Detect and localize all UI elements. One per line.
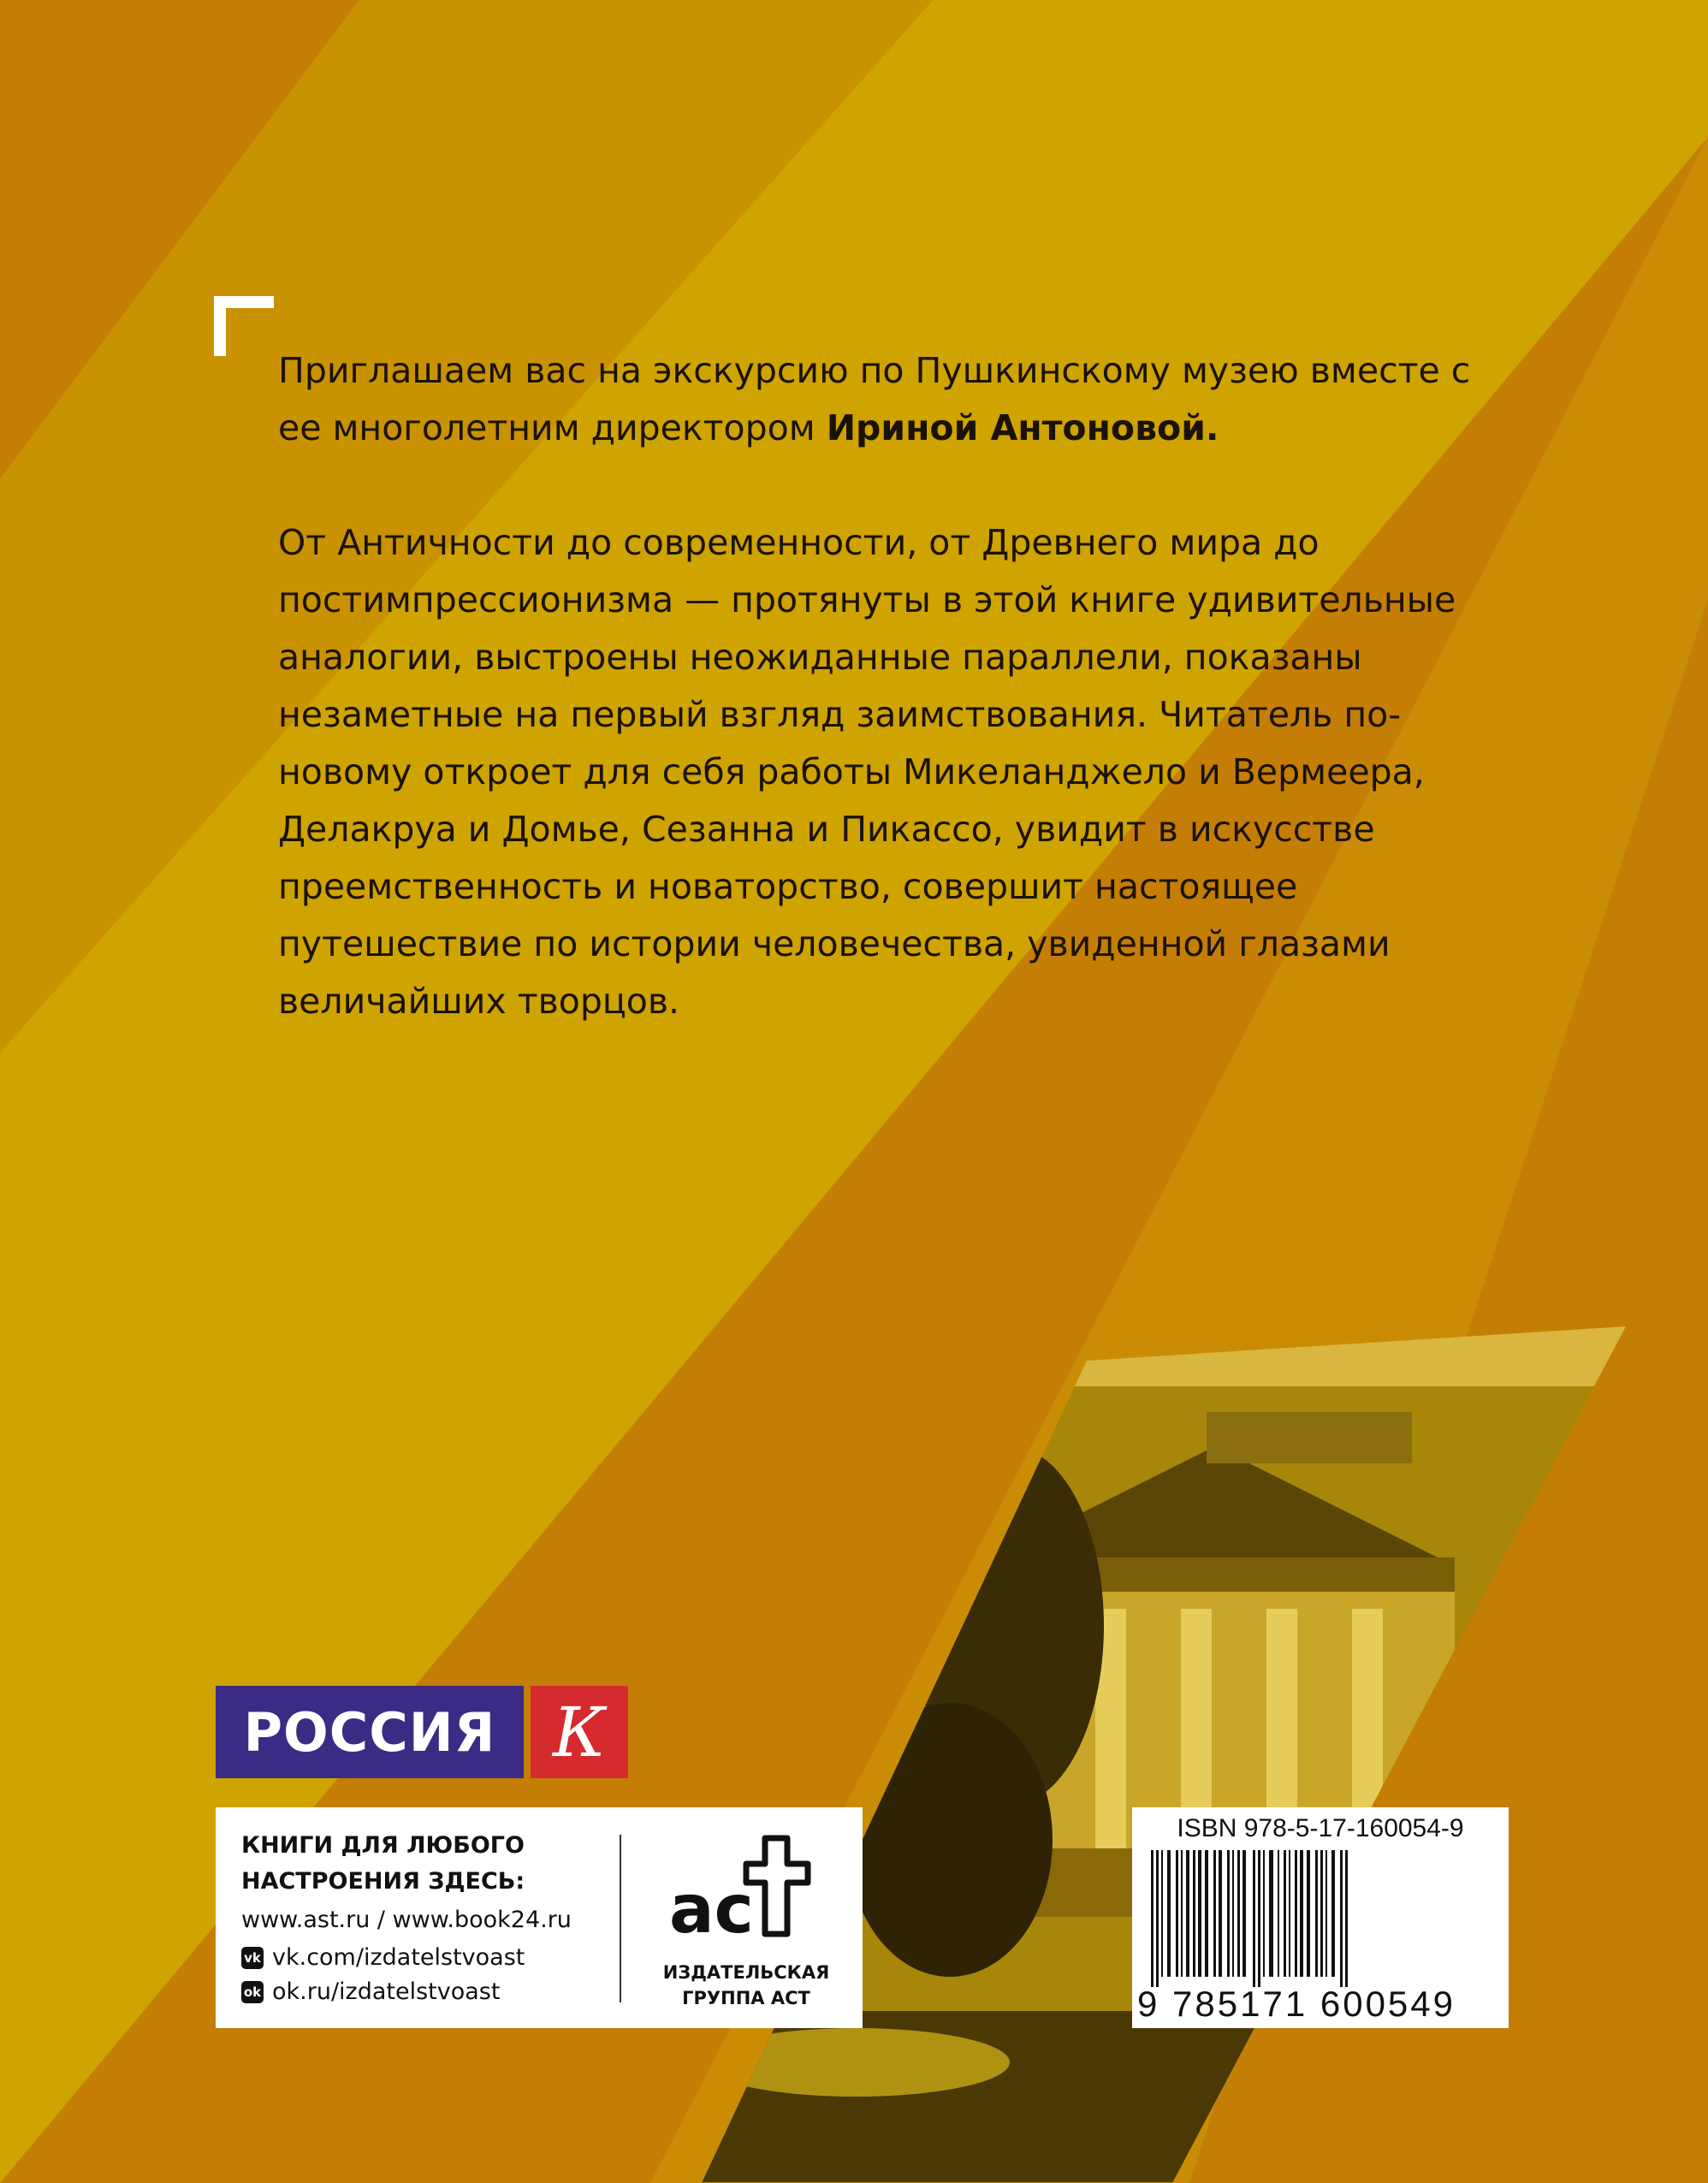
ast-caption: ИЗДАТЕЛЬСКАЯ ГРУППА АСТ (662, 1962, 830, 2008)
website-links[interactable]: www.ast.ru / www.book24.ru (241, 1907, 572, 1933)
corner-bracket-icon (214, 296, 274, 356)
blurb-paragraph-1: Приглашаем вас на экскурсию по Пушкинскому музею вместе с ее многолетним директором Ириной Антоновой. (278, 350, 1471, 448)
kultura-k-icon: К (531, 1686, 628, 1778)
rossia-wordmark: РОССИЯ (216, 1686, 524, 1778)
barcode (1148, 1850, 1493, 1987)
barcode-block (1132, 1807, 1509, 2028)
barcode-digits: 9 785171 600549 (1137, 1984, 1456, 2024)
divider (620, 1835, 621, 2002)
vk-icon: vk (241, 1947, 264, 1969)
blurb-text (278, 342, 1493, 1030)
russia-k-tv-logo (216, 1686, 628, 1778)
ast-logo-icon (662, 1831, 833, 1951)
isbn-text: ISBN 978-5-17-160054-9 (1177, 1814, 1464, 1842)
blurb-paragraph-2: От Античности до современности, от Древнего мира до постимпрессионизма — протянуты в этой книге удивительные аналогии, выстроены неожиданные параллели, показаны незаметные на первый взгляд заимствования. Читатель по-новому откроет для себя работы Микеланджело и Вермеера, Делакруа и Домье, Сезанна и Пикассо, увидит в искусстве преемственность и новаторство, совершит настоящее путешествие по истории человечества, увиденной глазами величайших творцов. (278, 522, 1456, 1022)
ok-icon: ok (241, 1981, 264, 2003)
svg-text:ac: ac (669, 1872, 754, 1949)
vk-link[interactable]: vk vk.com/izdatelstvoast (241, 1944, 525, 1971)
ok-link[interactable]: ok ok.ru/izdatelstvoast (241, 1978, 500, 2005)
publisher-info-box (216, 1807, 863, 2028)
author-name: Ириной Антоновой. (826, 407, 1219, 448)
info-heading: КНИГИ ДЛЯ ЛЮБОГО НАСТРОЕНИЯ ЗДЕСЬ: (241, 1832, 525, 1895)
